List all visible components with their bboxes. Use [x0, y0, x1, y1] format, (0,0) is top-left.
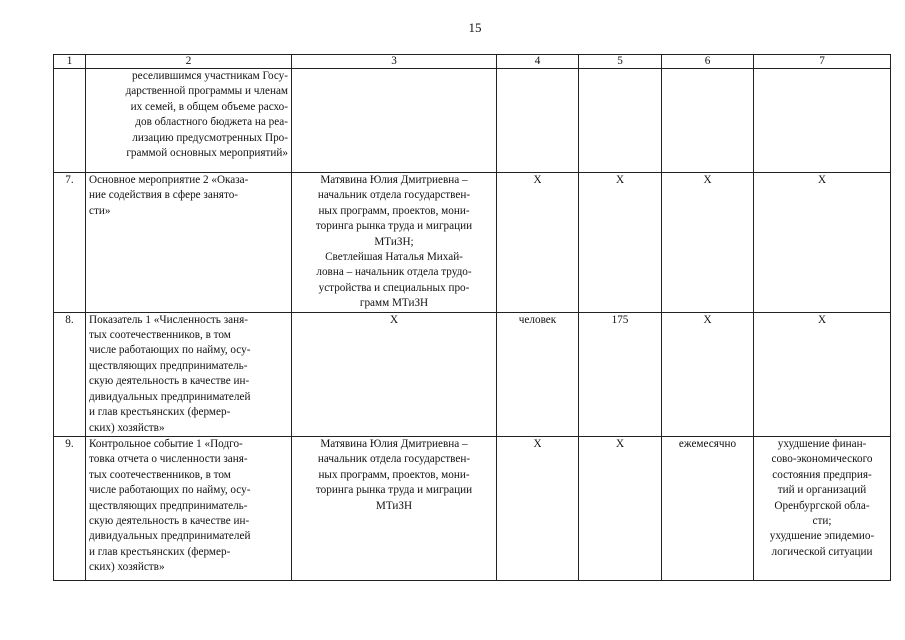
measure-name — [86, 69, 292, 173]
header-row — [54, 55, 891, 69]
measure-name-line: и глав крестьянских (фермер- — [89, 406, 231, 419]
measure-name-line: реселившимся участникам Госу- — [132, 70, 288, 82]
row-number: 9. — [54, 436, 86, 580]
measure-name-line: ществляющих предприниматель- — [89, 499, 248, 512]
responsible-person-line: торинга рынка труда и миграции — [315, 220, 473, 233]
row-number: 7. — [54, 173, 86, 313]
measure-name — [86, 436, 292, 580]
responsible-person-line: Х — [389, 313, 399, 326]
header-col-6: 6 — [662, 55, 754, 69]
measure-name-line: товка отчета о численности заня- — [89, 453, 248, 466]
measure-name-line: тых соотечественников, в том — [89, 468, 231, 481]
table-body — [54, 69, 891, 581]
page-number: 15 — [468, 20, 482, 35]
row-number — [54, 69, 86, 173]
period-cell — [662, 69, 754, 173]
measures-table — [53, 54, 891, 581]
risks-cell — [754, 436, 891, 580]
value-cell: Х — [579, 436, 662, 580]
header-col-4: 4 — [497, 55, 579, 69]
measure-name-line: их семей, в общем объеме расхо- — [130, 100, 288, 113]
measure-name-line: сти» — [89, 204, 111, 217]
measure-name-line: ние содействия в сфере занято- — [89, 189, 239, 202]
unit-cell: человек — [497, 312, 579, 436]
responsible-person-line: ных программ, проектов, мони- — [318, 204, 470, 217]
risks-cell-line: состояния предприя- — [772, 468, 872, 481]
measure-name-line: скую деятельность в качестве ин- — [89, 514, 250, 527]
period-cell: Х — [662, 173, 754, 313]
table-row — [54, 312, 891, 436]
header-col-1: 1 — [54, 55, 86, 69]
row-number: 8. — [54, 312, 86, 436]
header-col-5: 5 — [579, 55, 662, 69]
measure-name-line: лизацию предусмотренных Про- — [132, 131, 288, 144]
risks-cell — [754, 312, 891, 436]
responsible-person-line: начальник отдела государствен- — [317, 453, 471, 466]
measure-name-line: Показатель 1 «Численность заня- — [89, 313, 248, 326]
responsible-person — [292, 312, 497, 436]
value-cell: Х — [579, 173, 662, 313]
responsible-person-line: Светлейшая Наталья Михай- — [325, 251, 463, 264]
header-col-3: 3 — [292, 55, 497, 69]
measure-name-line: числе работающих по найму, осу- — [89, 484, 251, 497]
measure-name — [86, 173, 292, 313]
risks-cell-line: сово-экономического — [771, 453, 873, 466]
responsible-person — [292, 173, 497, 313]
measure-name-line: тых соотечественников, в том — [89, 329, 231, 342]
risks-cell-line: Оренбургской обла- — [774, 499, 870, 512]
responsible-person-line: Матявина Юлия Дмитриевна – — [320, 174, 468, 186]
responsible-person-line: ных программ, проектов, мони- — [318, 468, 470, 481]
measure-name-line: ществляющих предприниматель- — [89, 359, 248, 372]
responsible-person-line: ловна – начальник отдела трудо- — [316, 266, 472, 279]
unit-cell: Х — [497, 173, 579, 313]
measure-name-line: дивидуальных предпринимателей — [89, 390, 251, 403]
risks-cell-line: ухудшение финан- — [777, 437, 867, 450]
measure-name-line: Основное мероприятие 2 «Оказа- — [89, 174, 249, 186]
responsible-person-line: грамм МТиЗН — [359, 297, 429, 310]
measure-name-line: числе работающих по найму, осу- — [89, 344, 251, 357]
risks-cell-line: ухудшение эпидемио- — [769, 530, 875, 543]
responsible-person — [292, 436, 497, 580]
responsible-person-line: МТиЗН; — [374, 235, 414, 248]
measure-name-line: Контрольное событие 1 «Подго- — [89, 437, 243, 450]
measure-name-line: и глав крестьянских (фермер- — [89, 545, 231, 558]
measure-name — [86, 312, 292, 436]
period-cell: Х — [662, 312, 754, 436]
value-cell — [579, 69, 662, 173]
measure-name-line: скую деятельность в качестве ин- — [89, 375, 250, 388]
risks-cell — [754, 69, 891, 173]
measure-name-line: ских) хозяйств» — [89, 421, 165, 434]
measure-name-line: дивидуальных предпринимателей — [89, 530, 251, 543]
risks-cell-line: Х — [817, 313, 827, 326]
risks-cell-line: Х — [817, 174, 827, 186]
responsible-person — [292, 69, 497, 173]
header-col-2: 2 — [86, 55, 292, 69]
table-row — [54, 436, 891, 580]
risks-cell-line: логической ситуации — [771, 545, 873, 558]
risks-cell-line: сти; — [812, 514, 832, 527]
responsible-person-line: МТиЗН — [375, 499, 413, 512]
table-row — [54, 69, 891, 173]
responsible-person-line: устройства и специальных про- — [318, 281, 470, 294]
unit-cell: Х — [497, 436, 579, 580]
risks-cell-line: тий и организаций — [777, 484, 867, 497]
table-row — [54, 173, 891, 313]
header-col-7: 7 — [754, 55, 891, 69]
responsible-person-line: Матявина Юлия Дмитриевна – — [320, 437, 468, 450]
responsible-person-line: торинга рынка труда и миграции — [315, 484, 473, 497]
period-cell: ежемесячно — [662, 436, 754, 580]
value-cell: 175 — [579, 312, 662, 436]
measure-name-line: граммой основных мероприятий» — [126, 147, 288, 160]
measure-name-line: дов областного бюджета на реа- — [135, 116, 288, 129]
unit-cell — [497, 69, 579, 173]
responsible-person-line: начальник отдела государствен- — [317, 189, 471, 202]
risks-cell — [754, 173, 891, 313]
measure-name-line: дарственной программы и членам — [125, 85, 288, 98]
measure-name-line: ских) хозяйств» — [89, 561, 165, 574]
